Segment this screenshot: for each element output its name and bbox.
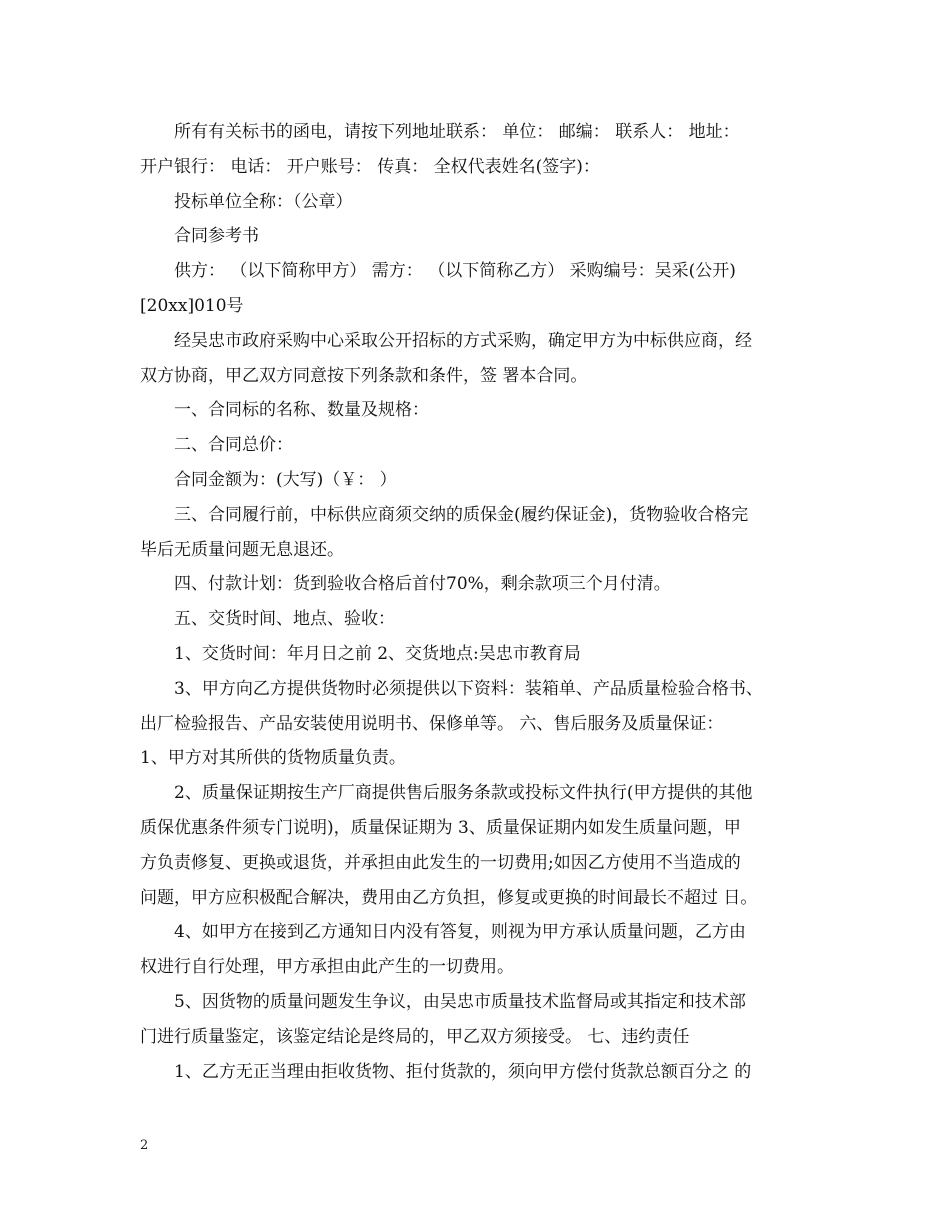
text-line: 1、交货时间：年月日之前 2、交货地点:吴忠市教育局 [174,643,581,664]
document-body [140,119,820,1093]
text-line: 出厂检验报告、产品安装使用说明书、保修单等。 六、售后服务及质量保证： [140,713,724,734]
text-line: 5、因货物的质量问题发生争议，由吴忠市质量技术监督局或其指定和技术部 [174,991,746,1012]
text-line: 权进行自行处理，甲方承担由此产生的一切费用。 [140,957,514,978]
text-line: [20xx]010号 [140,295,244,316]
text-line: 毕后无质量问题无息退还。 [140,539,344,560]
page-number: 2 [140,1138,149,1153]
text-line: 4、如甲方在接到乙方通知日内没有答复，则视为甲方承认质量问题，乙方由 [174,922,746,943]
text-line: 二、合同总价： [174,435,293,456]
text-line: 五、交货时间、地点、验收： [174,609,395,630]
text-line: 四、付款计划：货到验收合格后首付70%，剩余款项三个月付清。 [174,574,671,595]
text-line: 1、乙方无正当理由拒收货物、拒付货款的，须向甲方偿付货款总额百分之 的 [174,1061,752,1082]
text-line: 投标单位全称：（公章） [174,191,353,212]
text-line: 供方： （以下简称甲方） 需方： （以下简称乙方） 采购编号：吴采(公开) [174,261,736,282]
text-line: 开户银行： 电话： 开户账号： 传真： 全权代表姓名(签字)： [140,156,600,177]
text-line: 一、合同标的名称、数量及规格： [174,400,429,421]
text-line: 合同金额为：(大写)（￥： ） [174,469,397,490]
text-line: 门进行质量鉴定，该鉴定结论是终局的，甲乙双方须接受。 七、违约责任 [140,1026,690,1047]
text-line: 所有有关标书的函电，请按下列地址联系： 单位： 邮编： 联系人： 地址： [174,122,740,142]
text-line: 问题，甲方应积极配合解决，费用由乙方负担，修复或更换的时间最长不超过 日。 [140,887,758,908]
section-title: 合同参考书 [174,226,259,247]
text-line: 三、合同履行前，中标供应商须交纳的质保金(履约保证金)，货物验收合格完 [174,504,749,525]
text-line: 质保优惠条件须专门说明)，质量保证期为 3、质量保证期内如发生质量问题，甲 [140,817,741,838]
text-line: 双方协商，甲乙双方同意按下列条款和条件，签 署本合同。 [140,365,588,386]
text-line: 经吴忠市政府采购中心采取公开招标的方式采购，确定甲方为中标供应商，经 [174,330,752,351]
text-line: 方负责修复、更换或退货，并承担由此发生的一切费用;如因乙方使用不当造成的 [140,852,741,873]
text-line: 1、甲方对其所供的货物质量负责。 [140,748,406,769]
text-line: 3、甲方向乙方提供货物时必须提供以下资料：装箱单、产品质量检验合格书、 [174,678,763,699]
text-line: 2、质量保证期按生产厂商提供售后服务条款或投标文件执行(甲方提供的其他 [174,783,753,804]
